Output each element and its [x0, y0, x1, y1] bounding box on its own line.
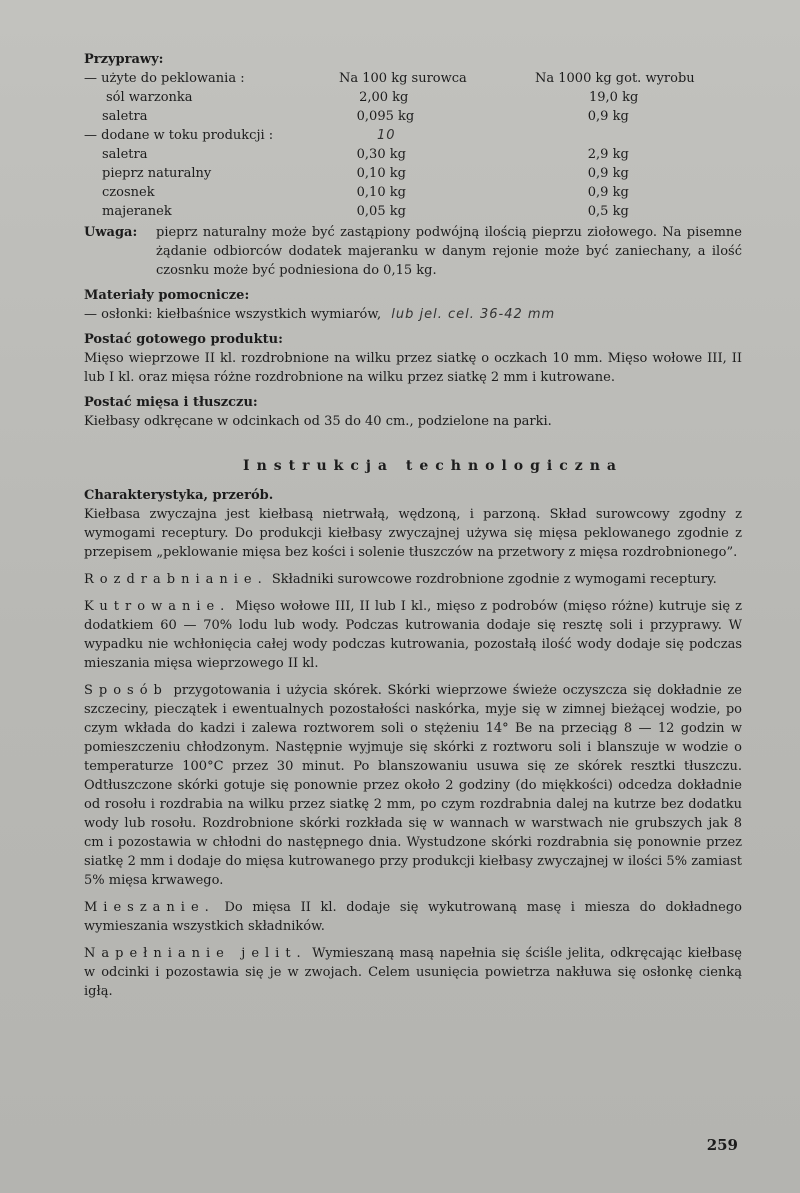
- characteristics-title: Charakterystyka, przerób.: [84, 488, 274, 503]
- paragraph-grinding: [84, 570, 742, 589]
- aux-section: [84, 286, 742, 324]
- meat-fat-section: [84, 393, 742, 431]
- spices-header-col2: Na 1000 kg got. wyrobu: [535, 71, 695, 86]
- spice-value-100kg: 0,05 kg: [356, 204, 406, 219]
- characteristics-section: [84, 486, 742, 562]
- spice-value-100kg: 0,10 kg: [356, 166, 406, 181]
- spices-title: Przyprawy:: [84, 52, 164, 67]
- paragraph-lead: Mieszanie.: [84, 900, 215, 915]
- spice-subheader: — dodane w toku produkcji :: [84, 128, 274, 143]
- spice-row: [84, 202, 742, 221]
- spices-header-row: [84, 69, 742, 88]
- paragraph-text: Wymieszaną masą napełnia się ściśle jelita, odkręcając kiełbasę w odcinki i pozostawia się je w zwojach. Celem usunięcia powietrza nakłuwa się osłonkę cienką igłą.: [84, 946, 742, 999]
- paragraph-method: [84, 681, 742, 890]
- paragraph-text: Do mięsa II kl. dodaje się wykutrowaną masę i miesza do dokładnego wymieszania wszystkich składników.: [84, 900, 742, 934]
- characteristics-text: Kiełbasa zwyczajna jest kiełbasą nietrwałą, wędzoną, i parzoną. Skład surowcowy zgodny z wymogami receptury. Do produkcji kiełbasy zwyczajnej używa się mięsa peklowanego zgodnie z przepisem „peklowanie mięsa bez kości i solenie tłuszczów na przetwory z mięsa rozdrobnionego”.: [84, 507, 742, 560]
- paragraph-text: Składniki surowcowe rozdrobnione zgodnie z wymogami receptury.: [267, 572, 717, 587]
- spice-value-1000kg: 19,0 kg: [589, 90, 639, 105]
- spice-name: sól warzonka: [106, 90, 193, 105]
- paragraph-mixing: [84, 898, 742, 936]
- handwritten-mark: 10: [377, 128, 396, 143]
- spices-header-label: — użyte do peklowania :: [84, 71, 245, 86]
- aux-text: — osłonki: kiełbaśnice wszystkich wymiarów,: [84, 307, 382, 322]
- spice-subheader-row: [84, 126, 742, 145]
- finished-text: Mięso wieprzowe II kl. rozdrobnione na wilku przez siatkę o oczkach 10 mm. Mięso wołowe III, II lub I kl. oraz mięsa różne rozdrobnione na wilku przez siatkę 2 mm i kutrowane.: [84, 351, 742, 385]
- spice-value-1000kg: 0,5 kg: [587, 204, 629, 219]
- spice-name: czosnek: [102, 185, 155, 200]
- paragraph-lead: Napełnianie jelit.: [84, 946, 307, 961]
- spice-name: saletra: [102, 109, 148, 124]
- spice-name: majeranek: [102, 204, 172, 219]
- paragraph-lead: Kutrowanie.: [84, 599, 231, 614]
- spice-value-1000kg: 0,9 kg: [587, 185, 629, 200]
- spice-value-100kg: 0,10 kg: [356, 185, 406, 200]
- spices-header-col1: Na 100 kg surowca: [339, 71, 467, 86]
- spice-value-1000kg: 0,9 kg: [587, 166, 629, 181]
- spice-name: saletra: [102, 147, 148, 162]
- spice-row: [84, 164, 742, 183]
- note: [84, 223, 742, 280]
- meat-fat-text: Kiełbasy odkręcane w odcinkach od 35 do 40 cm., podzielone na parki.: [84, 414, 552, 429]
- paragraph-lead: Sposób: [84, 683, 168, 698]
- spice-row: [84, 107, 742, 126]
- paragraph-text: Mięso wołowe III, II lub I kl., mięso z podrobów (mięso różne) kutruje się z dodatkiem 60 — 70% lodu lub wody. Podczas kutrowania dodaje się resztę soli i przyprawy. W wypadku nie wchłonięcia całej wody podczas kutrowania, pozostałą ilość wody dodaje się podczas mieszania mięsa wieprzowego II kl.: [84, 599, 742, 671]
- spices-table: [84, 88, 742, 221]
- aux-title: Materiały pomocnicze:: [84, 288, 250, 303]
- page-number: 259: [706, 1136, 738, 1154]
- paragraph-lead: Rozdrabnianie.: [84, 572, 268, 587]
- paragraph-filling: [84, 944, 742, 1001]
- spice-name: pieprz naturalny: [102, 166, 212, 181]
- meat-fat-title: Postać mięsa i tłuszczu:: [84, 395, 258, 410]
- spice-row: [84, 88, 742, 107]
- spice-value-1000kg: [558, 126, 742, 145]
- spice-value-100kg: 2,00 kg: [359, 90, 409, 105]
- spice-value-1000kg: 0,9 kg: [587, 109, 629, 124]
- section-heading: Instrukcja technologiczna: [243, 458, 623, 474]
- spice-value-100kg: 0,095 kg: [356, 109, 415, 124]
- finished-title: Postać gotowego produktu:: [84, 332, 283, 347]
- spice-value-100kg: 0,30 kg: [356, 147, 406, 162]
- note-label: Uwaga:: [84, 225, 138, 240]
- aux-handwritten: lub jel. cel. 36-42 mm: [391, 307, 556, 322]
- paragraph-text: przygotowania i użycia skórek. Skórki wieprzowe świeże oczyszcza się dokładnie ze szczeciny, pieczątek i ewentualnych pozostałości naskórka, myje się w zimnej bieżącej wodzie, po czym wkłada do kadzi i zalewa roztworem soli o stężeniu 14° Be na przeciąg 8 — 12 godzin w pomieszczeniu chłodzonym. Następnie wyjmuje się skórki z roztworu soli i blanszuje w wodzie o temperaturze 100°C przez 30 minut. Po blanszowaniu usuwa się ze skórek resztki tłuszczu. Odtłuszczone skórki gotuje się ponownie przez około 2 godziny (do miękkości) odcedza dokładnie od rosołu i rozdrabia na wilku przez siatkę 2 mm, po czym rozdrabnia dalej na kutrze bez dodatku wody lub rosołu. Rozdrobnione skórki rozkłada się w wannach w warstwach nie grubszych jak 8 cm i pozostawia w chłodni do następnego dnia. Wystudzone skórki rozdrabnia się ponownie przez siatkę 2 mm i dodaje do mięsa kutrowanego przy produkcji kiełbasy zwyczajnej w ilości 5% zamiast 5% mięsa krwawego.: [84, 683, 742, 888]
- spice-value-1000kg: 2,9 kg: [587, 147, 629, 162]
- spice-row: [84, 145, 742, 164]
- note-text: pieprz naturalny może być zastąpiony podwójną ilością pieprzu ziołowego. Na pisemne żądanie odbiorców dodatek majeranku w danym rejonie może być zaniechany, a ilość czosnku może być podniesiona do 0,15 kg.: [156, 225, 742, 278]
- spice-row: [84, 183, 742, 202]
- finished-section: [84, 330, 742, 387]
- paragraph-cutting: [84, 597, 742, 673]
